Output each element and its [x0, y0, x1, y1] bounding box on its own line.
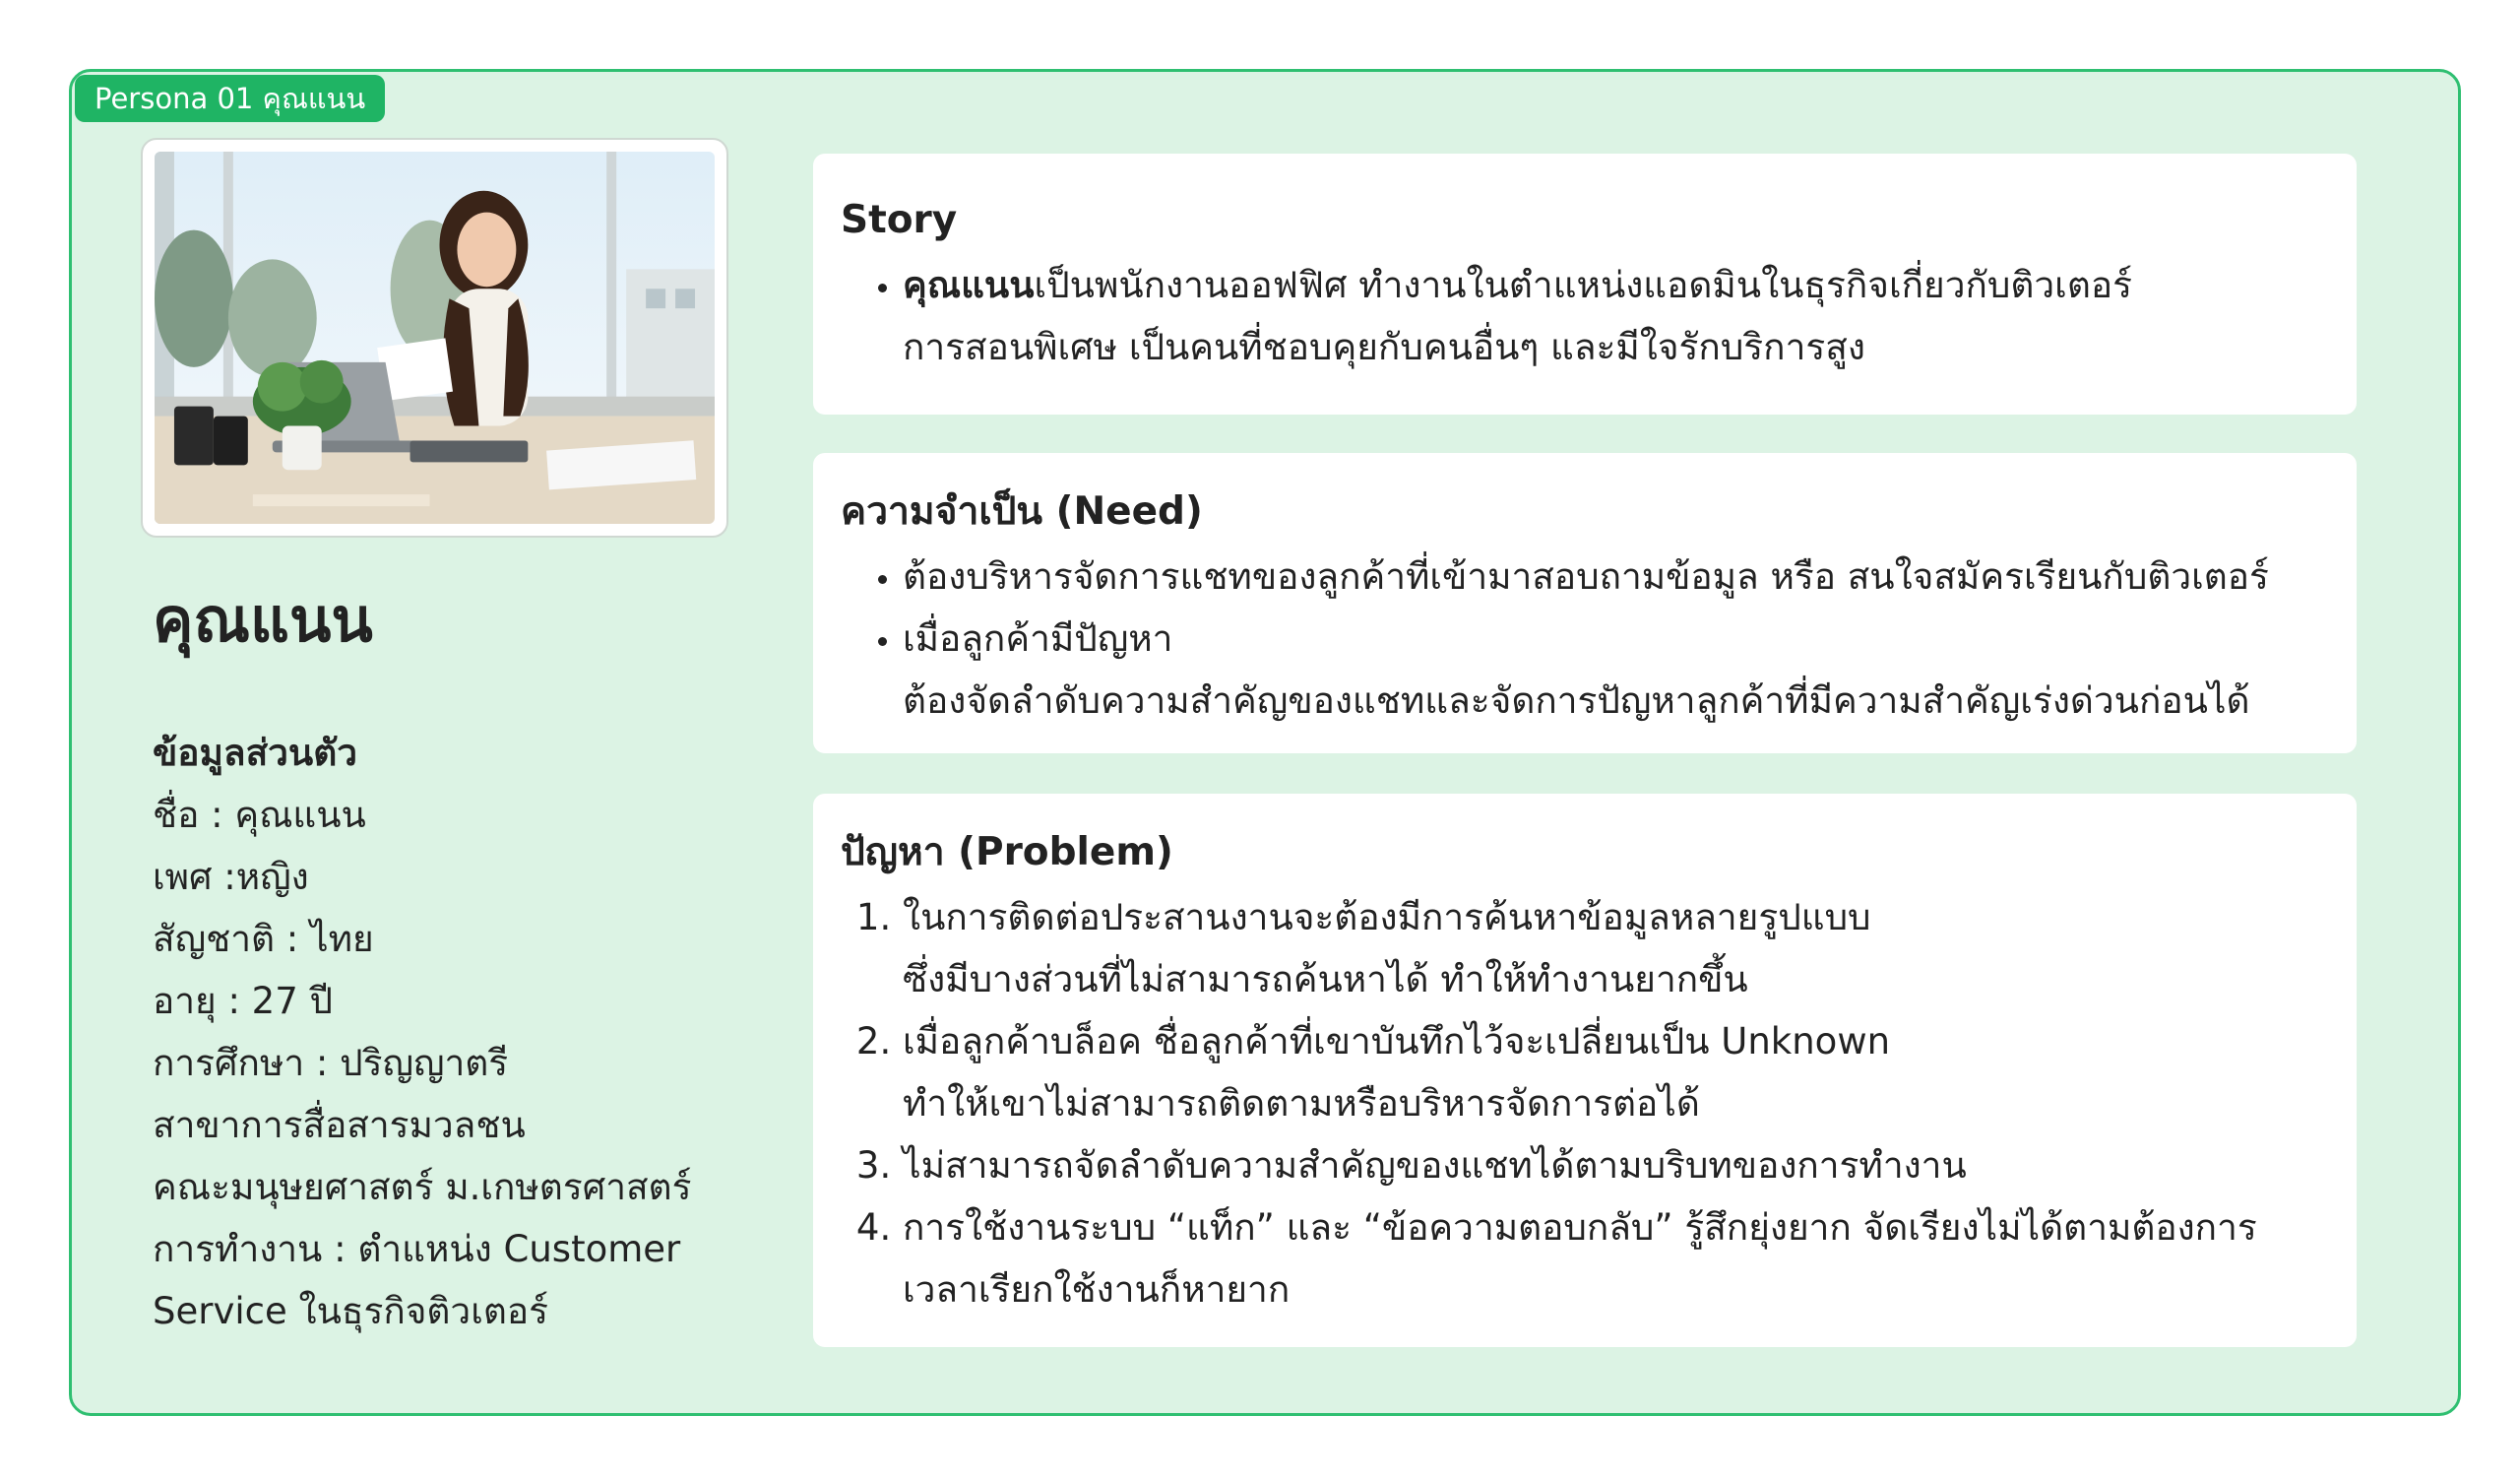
- story-list: [841, 254, 2327, 378]
- need-text: • เมื่อลูกค้ามีปัญหา: [903, 617, 1173, 660]
- persona-tag: Persona 01 คุณแนน: [75, 75, 385, 122]
- info-line: เพศ :หญิง: [153, 856, 309, 898]
- problem-text: ซึ่งมีบางส่วนที่ไม่สามารถค้นหาได้ ทำให้ทำงานยากขึ้น: [903, 958, 1748, 1000]
- problem-card: [813, 794, 2357, 1347]
- list-item: [903, 1010, 2327, 1134]
- list-item: [903, 1134, 2327, 1196]
- list-item: [903, 1196, 2327, 1320]
- need-title: ความจำเป็น (Need): [841, 489, 1203, 534]
- info-line: Service ในธุรกิจติวเตอร์: [153, 1290, 548, 1332]
- info-line: คณะมนุษยศาสตร์ ม.เกษตรศาสตร์: [153, 1166, 692, 1208]
- problem-text: 1. ในการติดต่อประสานงานจะต้องมีการค้นหาข้อมูลหลายรูปแบบ: [903, 896, 1871, 938]
- story-text: การสอนพิเศษ เป็นคนที่ชอบคุยกับคนอื่นๆ และมีใจรักบริการสูง: [903, 326, 1865, 368]
- story-text: เป็นพนักงานออฟฟิศ ทำงานในตำแหน่งแอดมินในธุรกิจเกี่ยวกับติวเตอร์: [1034, 264, 2132, 306]
- need-list: [841, 546, 2327, 732]
- story-bold-name: คุณแนน: [903, 264, 1035, 306]
- info-line: ชื่อ : คุณแนน: [153, 794, 366, 836]
- info-line: สาขาการสื่อสารมวลชน: [153, 1104, 526, 1146]
- problem-text: 2. เมื่อลูกค้าบล็อค ชื่อลูกค้าที่เขาบันทึกไว้จะเปลี่ยนเป็น Unknown: [903, 1020, 1891, 1062]
- list-item: [903, 886, 2327, 1010]
- problem-list: [841, 886, 2327, 1320]
- persona-photo: [141, 138, 728, 538]
- personal-info-heading: ข้อมูลส่วนตัว: [153, 732, 358, 774]
- list-item: [903, 254, 2327, 378]
- problem-text: 4. การใช้งานระบบ “แท็ก” และ “ข้อความตอบกลับ” รู้สึกยุ่งยาก จัดเรียงไม่ได้ตามต้องการ: [903, 1206, 2257, 1249]
- problem-text: 3. ไม่สามารถจัดลำดับความสำคัญของแชทได้ตามบริบทของการทำงาน: [903, 1144, 1967, 1187]
- story-card: [813, 154, 2357, 415]
- need-text: • ต้องบริหารจัดการแชทของลูกค้าที่เข้ามาสอบถามข้อมูล หรือ สนใจสมัครเรียนกับติวเตอร์: [903, 555, 2269, 598]
- story-title: Story: [841, 198, 958, 242]
- info-line: การศึกษา : ปริญญาตรี: [153, 1042, 509, 1084]
- need-card: [813, 453, 2357, 753]
- list-item: [903, 608, 2327, 732]
- office-woman-image: [155, 152, 715, 524]
- problem-text: เวลาเรียกใช้งานก็หายาก: [903, 1268, 1291, 1311]
- info-line: การทำงาน : ตำแหน่ง Customer: [153, 1228, 681, 1270]
- problem-text: ทำให้เขาไม่สามารถติดตามหรือบริหารจัดการต่อได้: [903, 1082, 1700, 1125]
- info-line: สัญชาติ : ไทย: [153, 918, 374, 960]
- personal-info: [153, 722, 704, 1342]
- list-item: [903, 546, 2327, 608]
- persona-name: คุณแนน: [153, 584, 373, 656]
- problem-title: ปัญหา (Problem): [841, 830, 1173, 874]
- need-text: ต้องจัดลำดับความสำคัญของแชทและจัดการปัญหาลูกค้าที่มีความสำคัญเร่งด่วนก่อนได้: [903, 679, 2250, 722]
- persona-card: [69, 69, 2461, 1416]
- info-line: อายุ : 27 ปี: [153, 980, 333, 1022]
